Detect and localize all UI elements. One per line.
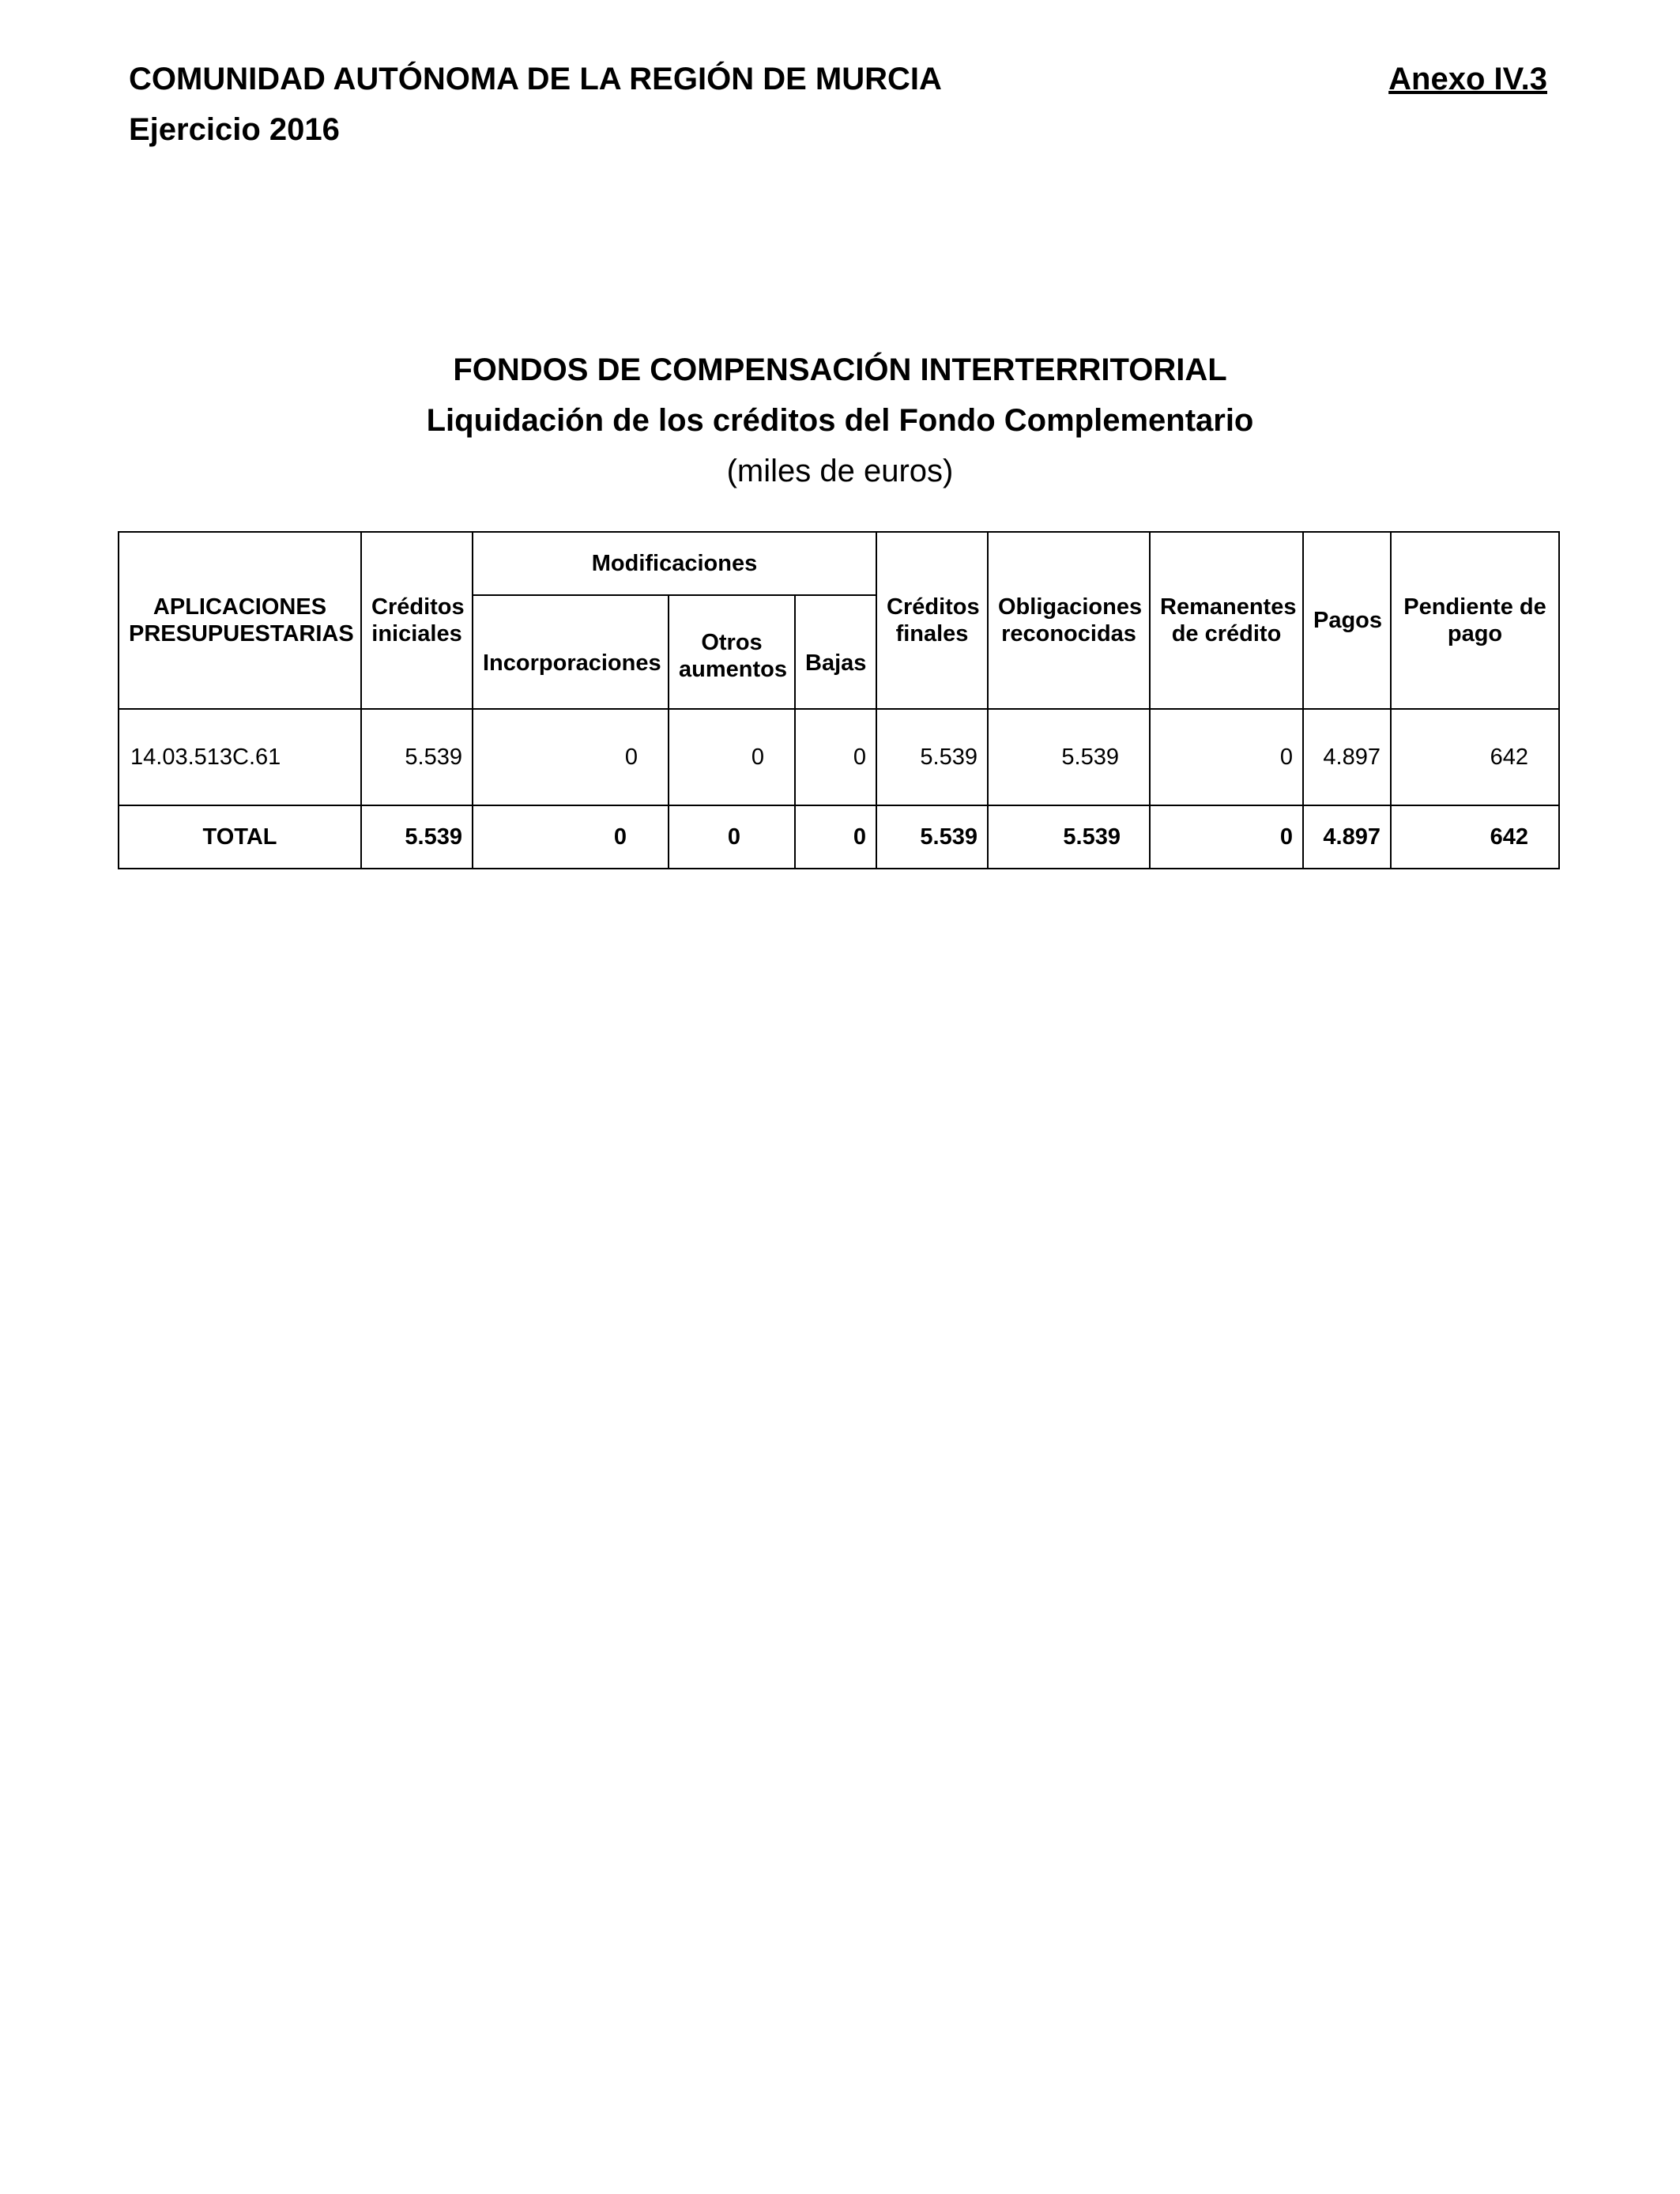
cell-creditos-iniciales: 5.539 bbox=[361, 709, 473, 805]
cell-creditos-finales: 5.539 bbox=[876, 709, 988, 805]
report-titles bbox=[0, 345, 1680, 496]
col-modificaciones: Modificaciones bbox=[473, 532, 876, 595]
table-row bbox=[119, 709, 1559, 805]
report-title: FONDOS DE COMPENSACIÓN INTERTERRITORIAL bbox=[453, 352, 1227, 387]
cell-remanentes: 0 bbox=[1150, 709, 1303, 805]
col-otros-aumentos: Otros aumentos bbox=[669, 595, 795, 709]
total-row bbox=[119, 805, 1559, 869]
cell-total-creditos-finales: 5.539 bbox=[876, 805, 988, 869]
cell-pendiente: 642 bbox=[1391, 709, 1559, 805]
cell-incorporaciones: 0 bbox=[473, 709, 669, 805]
cell-total-creditos-iniciales: 5.539 bbox=[361, 805, 473, 869]
cell-total-bajas: 0 bbox=[795, 805, 876, 869]
entity-name: COMUNIDAD AUTÓNOMA DE LA REGIÓN DE MURCIA bbox=[129, 62, 942, 96]
liquidation-table bbox=[118, 531, 1560, 869]
table-header-row bbox=[119, 532, 1559, 595]
col-bajas: Bajas bbox=[795, 595, 876, 709]
units-note: (miles de euros) bbox=[726, 454, 954, 488]
annex-label: Anexo IV.3 bbox=[1388, 62, 1547, 96]
cell-pagos: 4.897 bbox=[1303, 709, 1391, 805]
cell-total-obligaciones: 5.539 bbox=[988, 805, 1150, 869]
report-subtitle: Liquidación de los créditos del Fondo Complementario bbox=[426, 403, 1254, 438]
col-pendiente: Pendiente de pago bbox=[1391, 532, 1559, 709]
fiscal-year: Ejercicio 2016 bbox=[129, 112, 340, 147]
cell-total-remanentes: 0 bbox=[1150, 805, 1303, 869]
col-creditos-finales: Créditos finales bbox=[876, 532, 988, 709]
col-incorporaciones: Incorporaciones bbox=[473, 595, 669, 709]
cell-bajas: 0 bbox=[795, 709, 876, 805]
col-obligaciones: Obligaciones reconocidas bbox=[988, 532, 1150, 709]
col-creditos-iniciales: Créditos iniciales bbox=[361, 532, 473, 709]
cell-total-pagos: 4.897 bbox=[1303, 805, 1391, 869]
cell-aplicacion: 14.03.513C.61 bbox=[119, 709, 361, 805]
cell-otros-aumentos: 0 bbox=[669, 709, 795, 805]
col-remanentes: Remanentes de crédito bbox=[1150, 532, 1303, 709]
document-header bbox=[129, 54, 942, 155]
cell-obligaciones: 5.539 bbox=[988, 709, 1150, 805]
col-aplicaciones: APLICACIONES PRESUPUESTARIAS bbox=[119, 532, 361, 709]
cell-total-otros-aumentos: 0 bbox=[669, 805, 795, 869]
cell-total-label: TOTAL bbox=[119, 805, 361, 869]
col-pagos: Pagos bbox=[1303, 532, 1391, 709]
cell-total-pendiente: 642 bbox=[1391, 805, 1559, 869]
cell-total-incorporaciones: 0 bbox=[473, 805, 669, 869]
